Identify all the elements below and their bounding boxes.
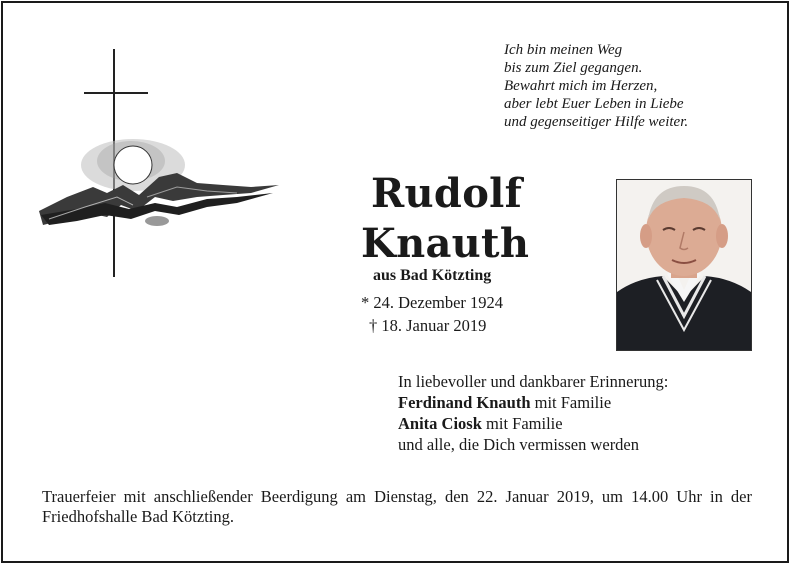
mourner-line: [398, 413, 668, 434]
cross-sun-mountains-icon: [37, 47, 287, 279]
mourner-line: [398, 392, 668, 413]
poem-line: bis zum Ziel gegangen.: [504, 60, 643, 76]
obituary-card: [1, 1, 789, 563]
mourners-block: [398, 371, 668, 455]
mourners-closing: und alle, die Dich vermissen werden: [398, 435, 640, 454]
poem-line: Bewahrt mich im Herzen,: [504, 78, 658, 94]
poem-line: aber lebt Euer Leben in Liebe: [504, 96, 684, 112]
mourner-suffix: mit Familie: [481, 414, 563, 433]
poem: [504, 41, 774, 131]
mourner-name: Ferdinand Knauth: [398, 393, 531, 412]
poem-line: und gegenseitiger Hilfe weiter.: [504, 114, 689, 130]
poem-line: Ich bin meinen Weg: [504, 42, 623, 58]
mourner-suffix: mit Familie: [530, 393, 612, 412]
death-date: † 18. Januar 2019: [369, 316, 487, 335]
birth-date: * 24. Dezember 1924: [361, 293, 504, 312]
deceased-name: [361, 169, 529, 269]
origin: aus Bad Kötzting: [373, 267, 492, 284]
funeral-service-notice: Trauerfeier mit anschließender Beerdigung am Dienstag, den 22. Januar 2019, um 14.00 Uhr in der Friedhofshalle Bad Kötzting.: [42, 487, 752, 526]
mourners-intro: In liebevoller und dankbarer Erinnerung:: [398, 372, 669, 391]
portrait-photo: [616, 179, 752, 351]
last-name: Knauth: [361, 220, 530, 267]
mourner-name: Anita Ciosk: [398, 414, 482, 433]
first-name: Rudolf: [371, 170, 523, 217]
